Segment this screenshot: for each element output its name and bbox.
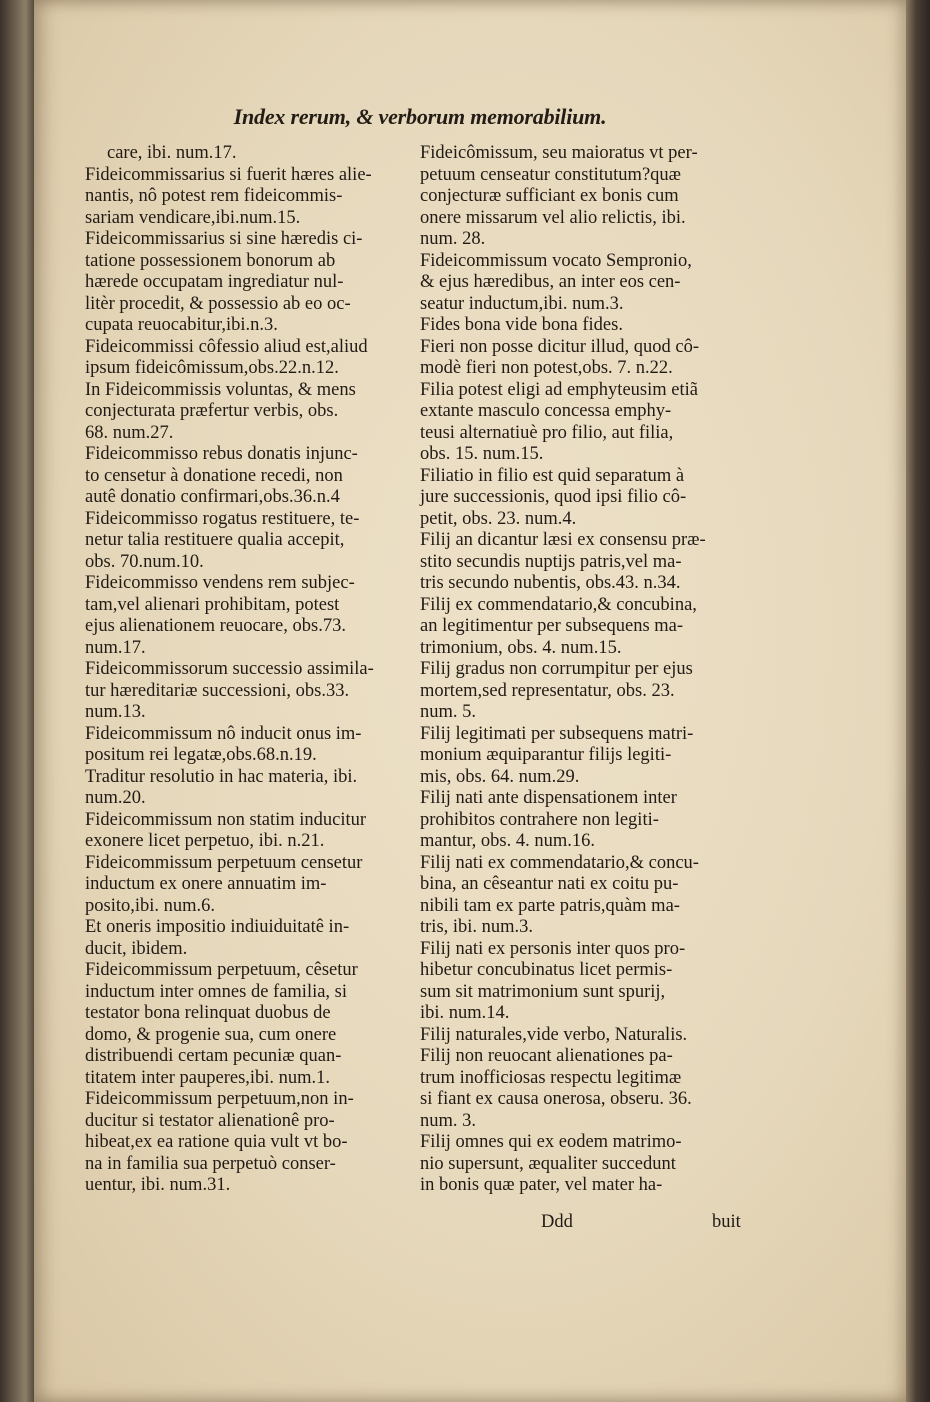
entry-line: exonere licet perpetuo, ibi. n.21. <box>85 831 325 851</box>
index-entry <box>420 659 758 724</box>
entry-line: Filij omnes qui ex eodem matrimo- <box>420 1132 682 1152</box>
index-entry <box>85 1089 407 1197</box>
entry-line: tatione possessionem bonorum ab <box>85 250 336 271</box>
index-entry <box>85 165 407 230</box>
entry-line: mortem,sed representatur, obs. 23. <box>420 680 675 701</box>
entry-line: domo, & progenie sua, cum onere <box>85 1024 337 1045</box>
index-entry <box>85 917 407 960</box>
entry-line: nantis, nô potest rem fideicommis- <box>85 186 343 206</box>
index-entry <box>420 853 758 939</box>
entry-line: jure successionis, quod ipsi filio cô- <box>420 487 687 507</box>
entry-line: uentur, ibi. num.31. <box>85 1175 231 1195</box>
index-entry <box>420 1046 758 1132</box>
entry-line: posito,ibi. num.6. <box>85 895 216 916</box>
entry-line: litèr procedit, & possessio ab eo oc- <box>85 293 351 314</box>
entry-line: ibi. num.14. <box>420 1003 510 1023</box>
entry-line: Filij legitimati per subsequens matri- <box>420 723 694 744</box>
entry-line: Fideicommissarius si sine hæredis ci- <box>85 229 363 249</box>
entry-line: num. 3. <box>420 1110 477 1131</box>
entry-line: sariam vendicare,ibi.num.15. <box>85 207 301 228</box>
index-entry <box>420 788 758 853</box>
entry-line: sum sit matrimonium sunt spurij, <box>420 981 666 1002</box>
entry-line: Fideicommissum non statim inducitur <box>85 809 367 830</box>
index-entry <box>85 229 407 337</box>
entry-line: Filij non reuocant alienationes pa- <box>420 1046 673 1066</box>
entry-line: ducitur si testator alienationê pro- <box>85 1110 335 1131</box>
entry-line: na in familia sua perpetuò conser- <box>85 1153 336 1174</box>
entry-line: stito secundis nuptijs patris,vel ma- <box>420 551 682 572</box>
index-entry <box>420 724 758 789</box>
index-entry <box>85 380 407 445</box>
entry-line: hærede occupatam ingrediatur nul- <box>85 272 344 292</box>
entry-line: inductum inter omnes de familia, si <box>85 981 348 1002</box>
index-entry <box>85 337 407 380</box>
entry-line: Fideicommissum nô inducit onus im- <box>85 723 362 744</box>
entry-line: tam,vel alienari prohibitam, potest <box>85 594 340 615</box>
index-entry <box>85 960 407 1089</box>
entry-line: to censetur à donatione recedi, non <box>85 465 343 486</box>
entry-line: ipsum fideicômissum,obs.22.n.12. <box>85 358 339 378</box>
catchword: buit <box>712 1212 741 1232</box>
entry-line: extante masculo concessa emphy- <box>420 401 672 421</box>
signature-mark: Ddd <box>541 1212 573 1232</box>
entry-line: Fideicommissum perpetuum censetur <box>85 852 363 873</box>
entry-line: si fiant ex causa onerosa, obseru. 36. <box>420 1089 692 1109</box>
entry-line: Filij nati ante dispensationem inter <box>420 788 677 808</box>
entry-line: Filij nati ex personis inter quos pro- <box>420 938 686 959</box>
index-entry <box>420 337 758 380</box>
index-entry <box>420 315 758 337</box>
index-entry <box>420 1132 758 1197</box>
entry-line: onere missarum vel alio relictis, ibi. <box>420 207 686 228</box>
index-entry <box>85 767 407 810</box>
entry-line: Fides bona vide bona fides. <box>420 315 623 335</box>
entry-line: prohibitos contrahere non legiti- <box>420 809 659 830</box>
entry-line: Et oneris impositio indiuiduitatê in- <box>85 917 350 937</box>
index-entry <box>420 466 758 531</box>
index-entry <box>85 724 407 767</box>
entry-line: cupata reuocabitur,ibi.n.3. <box>85 315 278 335</box>
index-entry <box>85 444 407 509</box>
entry-line: petuum censeatur constitutum?quæ <box>420 164 681 185</box>
entry-line: Filij an dicantur læsi ex consensu præ- <box>420 530 706 550</box>
index-entry <box>85 659 407 724</box>
entry-line: Filij gradus non corrumpitur per ejus <box>420 659 693 679</box>
entry-line: mis, obs. 64. num.29. <box>420 766 580 787</box>
index-entry <box>85 853 407 918</box>
index-column-right <box>420 143 758 1197</box>
entry-line: netur talia restituere qualia accepit, <box>85 530 345 550</box>
entry-line: num.17. <box>85 637 146 658</box>
entry-line: ejus alienationem reuocare, obs.73. <box>85 616 346 636</box>
entry-line: & ejus hæredibus, an inter eos cen- <box>420 272 681 292</box>
entry-line: Filij naturales,vide verbo, Naturalis. <box>420 1024 688 1045</box>
index-entry <box>420 595 758 660</box>
entry-line: Filia potest eligi ad emphyteusim etiã <box>420 379 698 400</box>
entry-line: Traditur resolutio in hac materia, ibi. <box>85 766 358 787</box>
previous-page-edge <box>0 0 36 1402</box>
page-edge-shadow <box>906 0 930 1402</box>
entry-line: in bonis quæ pater, vel mater ha- <box>420 1175 663 1195</box>
entry-line: teusi alternatiuè pro filio, aut filia, <box>420 422 674 443</box>
entry-line: Filij ex commendatario,& concubina, <box>420 594 697 615</box>
entry-line: ducit, ibidem. <box>85 938 188 959</box>
entry-line: Fideicommissum vocato Sempronio, <box>420 250 692 271</box>
index-column-left <box>85 143 407 1197</box>
entry-line: Fideicommissorum successio assimila- <box>85 659 374 679</box>
entry-line: Fideicommissum perpetuum, cêsetur <box>85 960 358 980</box>
index-entry <box>420 530 758 595</box>
entry-line: positum rei legatæ,obs.68.n.19. <box>85 745 317 765</box>
entry-line: care, ibi. num.17. <box>107 143 237 163</box>
entry-line: obs. 15. num.15. <box>420 444 544 464</box>
entry-line: seatur inductum,ibi. num.3. <box>420 293 624 314</box>
entry-line: an legitimentur per subsequens ma- <box>420 616 684 636</box>
index-entry <box>420 939 758 1025</box>
entry-line: trimonium, obs. 4. num.15. <box>420 637 622 658</box>
entry-line: trum inofficiosas respectu legitimæ <box>420 1067 682 1088</box>
entry-line: Fideicommisso rogatus restituere, te- <box>85 508 360 529</box>
entry-line: autê donatio confirmari,obs.36.n.4 <box>85 487 340 507</box>
entry-line: num. 28. <box>420 229 486 249</box>
page-header: Index rerum, & verborum memorabilium. <box>233 104 607 129</box>
entry-line: Fieri non posse dicitur illud, quod cô- <box>420 336 700 357</box>
entry-line: nio supersunt, æqualiter succedunt <box>420 1153 676 1174</box>
entry-line: 68. num.27. <box>85 422 174 443</box>
entry-line: monium æquiparantur filijs legiti- <box>420 745 672 765</box>
entry-line: Fideicommisso rebus donatis injunc- <box>85 444 358 464</box>
index-entry <box>85 810 407 853</box>
entry-line: hibetur concubinatus licet permis- <box>420 960 673 980</box>
entry-line: conjecturata præfertur verbis, obs. <box>85 401 339 421</box>
index-entry <box>420 143 758 251</box>
entry-line: Filiatio in filio est quid separatum à <box>420 465 685 486</box>
entry-line: modè fieri non potest,obs. 7. n.22. <box>420 358 673 378</box>
entry-line: hibeat,ex ea ratione quia vult vt bo- <box>85 1132 348 1152</box>
entry-line: mantur, obs. 4. num.16. <box>420 831 596 851</box>
entry-line: obs. 70.num.10. <box>85 551 204 572</box>
entry-line: distribuendi certam pecuniæ quan- <box>85 1046 342 1066</box>
index-entry <box>420 251 758 316</box>
entry-line: Fideicommissi côfessio aliud est,aliud <box>85 336 368 357</box>
entry-line: petit, obs. 23. num.4. <box>420 508 577 529</box>
entry-line: inductum ex onere annuatim im- <box>85 874 327 894</box>
index-entry <box>420 1025 758 1047</box>
entry-line: Filij nati ex commendatario,& concu- <box>420 852 699 873</box>
entry-line: tris secundo nubentis, obs.43. n.34. <box>420 573 681 593</box>
entry-line: num.13. <box>85 702 146 722</box>
entry-line: bina, an cêseantur nati ex coitu pu- <box>420 874 679 894</box>
entry-line: num.20. <box>85 788 146 808</box>
entry-line: Fideicommisso vendens rem subjec- <box>85 573 355 593</box>
entry-line: tur hæreditariæ successioni, obs.33. <box>85 680 350 701</box>
index-entry <box>85 573 407 659</box>
index-entry <box>420 380 758 466</box>
entry-line: titatem inter pauperes,ibi. num.1. <box>85 1067 331 1088</box>
index-entry <box>85 509 407 574</box>
entry-line: In Fideicommissis voluntas, & mens <box>85 379 356 400</box>
entry-line: Fideicommissum perpetuum,non in- <box>85 1089 354 1109</box>
entry-line: testator bona relinquat duobus de <box>85 1003 331 1023</box>
entry-line: Fideicommissarius si fuerit hæres alie- <box>85 164 372 185</box>
entry-line: conjecturæ sufficiant ex bonis cum <box>420 186 679 206</box>
entry-line: nibili tam ex parte patris,quàm ma- <box>420 895 680 916</box>
index-entry <box>85 143 407 165</box>
entry-line: tris, ibi. num.3. <box>420 917 534 937</box>
entry-line: Fideicômissum, seu maioratus vt per- <box>420 143 698 163</box>
entry-line: num. 5. <box>420 702 477 722</box>
